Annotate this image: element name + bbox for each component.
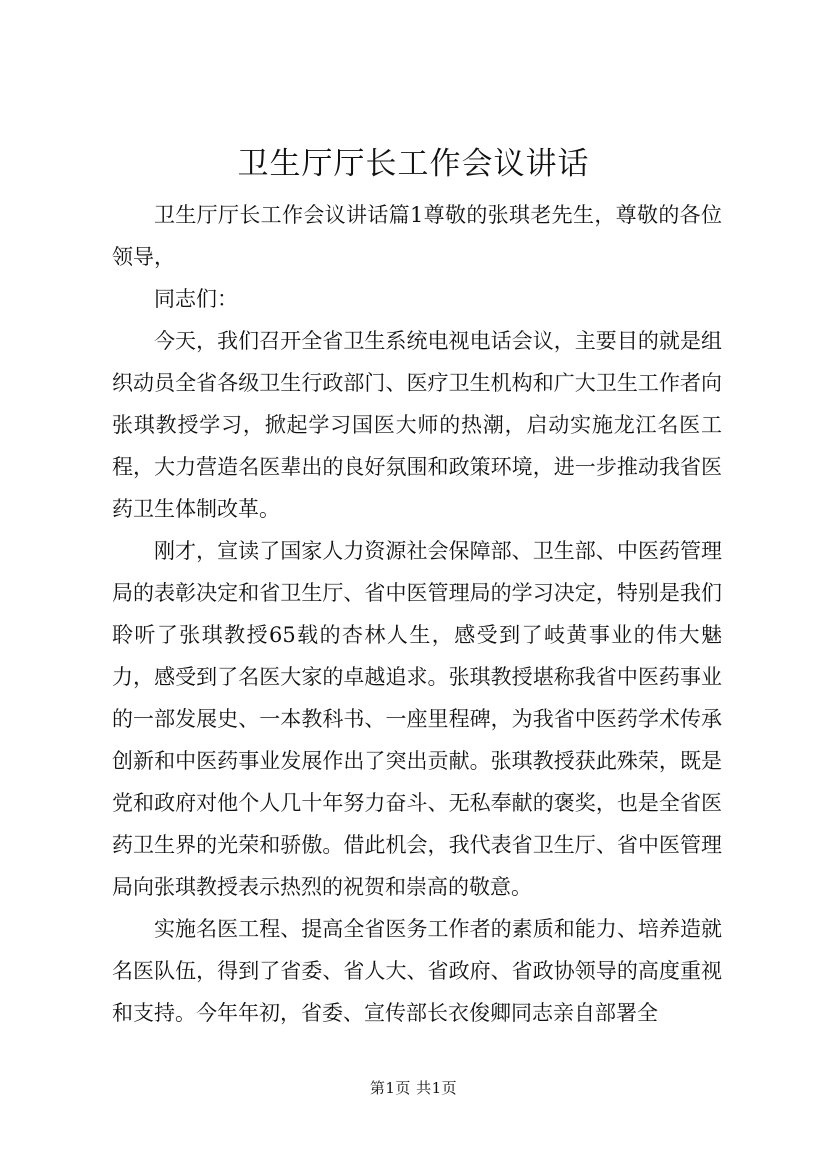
page-number-footer: 第1页 共1页	[369, 1079, 458, 1097]
paragraph-commendation: 刚才，宣读了国家人力资源社会保障部、卫生部、中医药管理局的表彰决定和省卫生厅、省中医管理局的学习决定，特别是我们聆听了张琪教授65载的杏林人生，感受到了岐黄事业的伟大魅力，感受到了名医大家的卓越追求。张琪教授堪称我省中医药事业的一部发展史、一本教科书、一座里程碑，为我省中医药学术传承创新和中医药事业发展作出了突出贡献。张琪教授获此殊荣，既是党和政府对他个人几十年努力奋斗、无私奉献的褒奖，也是全省医药卫生界的光荣和骄傲。借此机会，我代表省卫生厅、省中医管理局向张琪教授表示热烈的祝贺和崇高的敬意。	[112, 539, 722, 899]
paragraph-greeting: 卫生厅厅长工作会议讲话篇1尊敬的张琪老先生，尊敬的各位领导，	[112, 203, 722, 269]
paragraph-famous-doctor-project: 实施名医工程、提高全省医务工作者的素质和能力、培养造就名医队伍，得到了省委、省人大、省政府、省政协领导的高度重视和支持。今年年初，省委、宣传部长衣俊卿同志亲自部署全	[112, 917, 722, 1025]
paragraph-salutation: 同志们：	[154, 287, 238, 311]
document-title: 卫生厅厅长工作会议讲话	[237, 146, 590, 182]
paragraph-purpose: 今天，我们召开全省卫生系统电视电话会议，主要目的就是组织动员全省各级卫生行政部门、医疗卫生机构和广大卫生工作者向张琪教授学习，掀起学习国医大师的热潮，启动实施龙江名医工程，大力营造名医辈出的良好氛围和政策环境，进一步推动我省医药卫生体制改革。	[112, 329, 722, 521]
document-body	[112, 194, 722, 1034]
